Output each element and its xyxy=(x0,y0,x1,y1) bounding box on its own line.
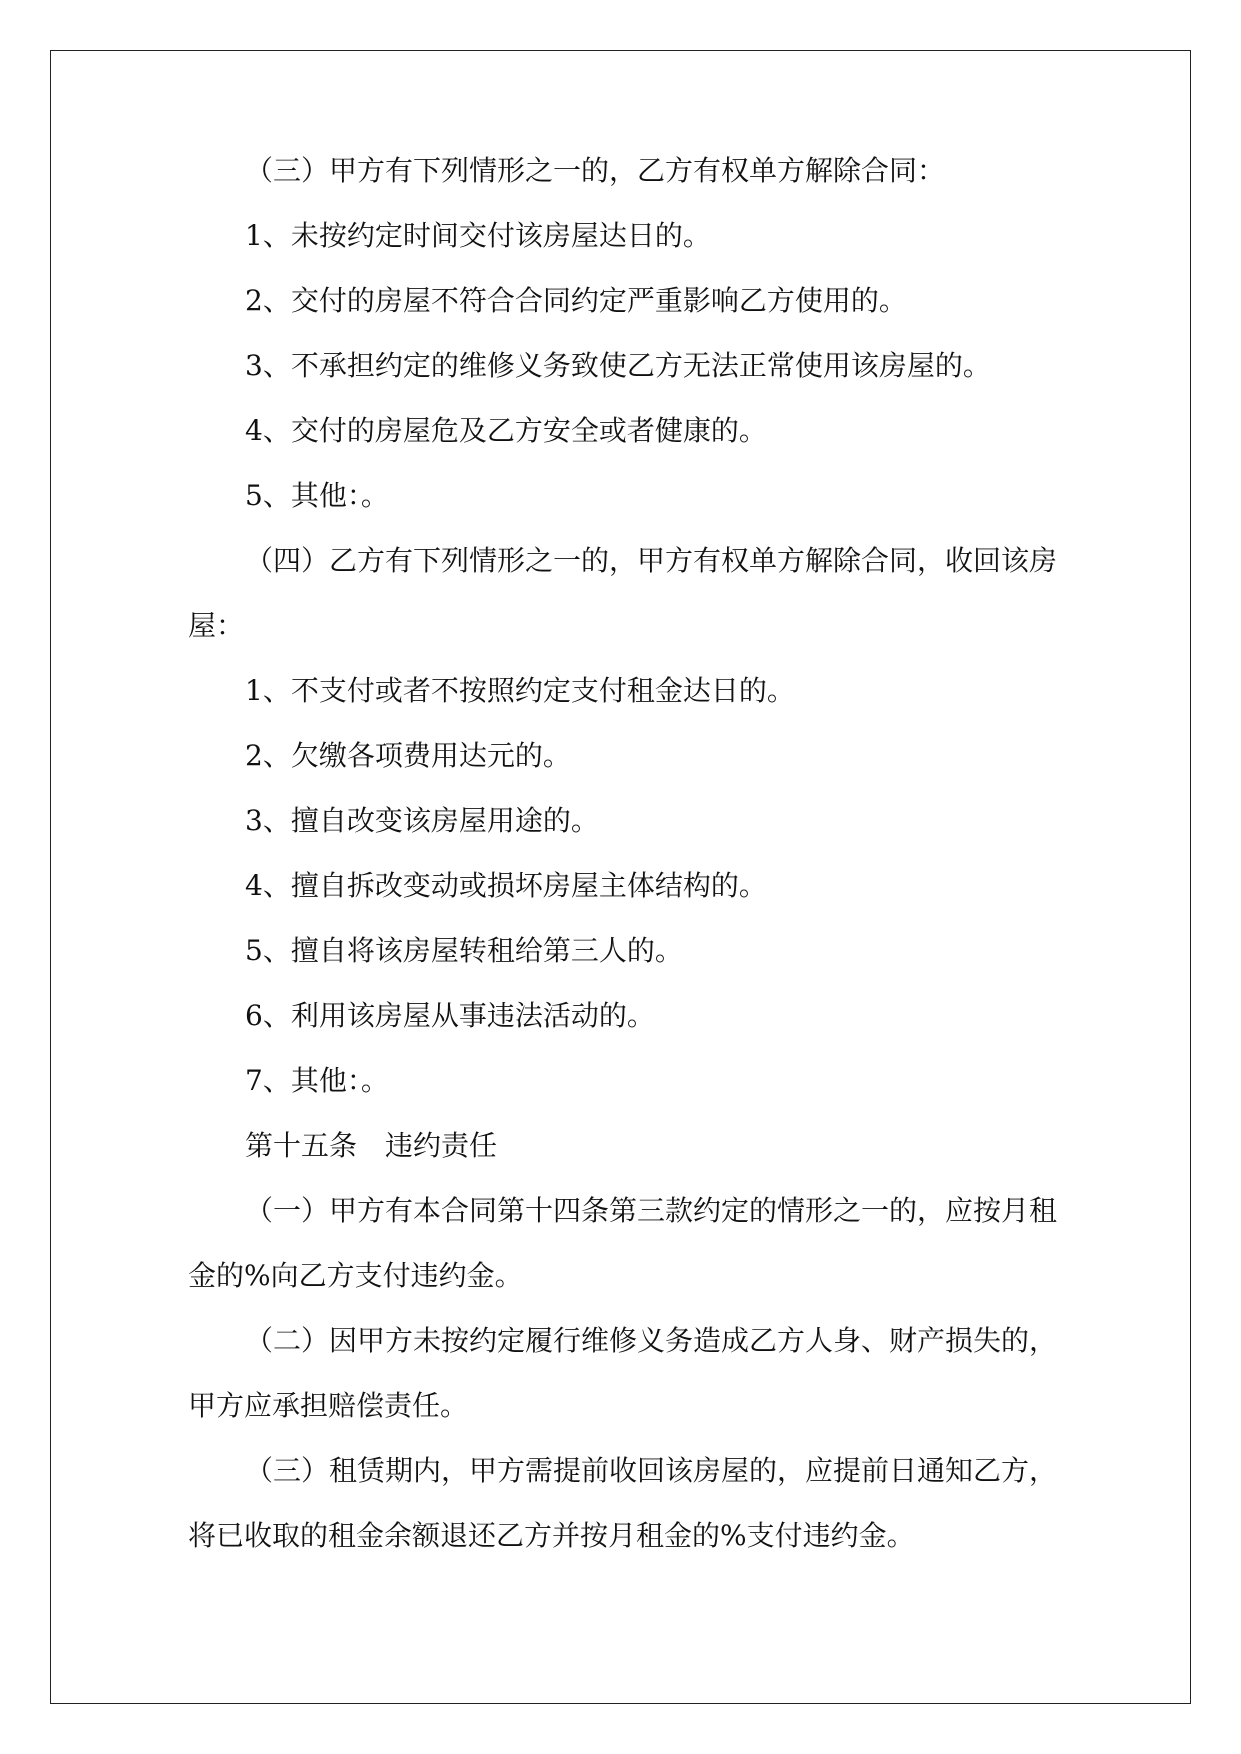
clause-item: 5、擅自将该房屋转租给第三人的。 xyxy=(245,934,683,967)
clause-item: 3、不承担约定的维修义务致使乙方无法正常使用该房屋的。 xyxy=(245,349,991,382)
article-heading: 第十五条 违约责任 xyxy=(245,1129,498,1162)
clause-item: 4、交付的房屋危及乙方安全或者健康的。 xyxy=(245,414,767,447)
clause-item: 2、交付的房屋不符合合同约定严重影响乙方使用的。 xyxy=(245,284,907,317)
clause-item: 3、擅自改变该房屋用途的。 xyxy=(245,804,599,837)
clause-paragraph: （三）甲方有下列情形之一的，乙方有权单方解除合同： xyxy=(245,154,946,187)
clause-paragraph-continuation: 甲方应承担赔偿责任。 xyxy=(188,1389,469,1422)
clause-paragraph: （四）乙方有下列情形之一的，甲方有权单方解除合同，收回该房 xyxy=(245,544,1058,577)
clause-item: 2、欠缴各项费用达元的。 xyxy=(245,739,571,772)
clause-item: 6、利用该房屋从事违法活动的。 xyxy=(245,999,655,1032)
clause-item: 1、不支付或者不按照约定支付租金达日的。 xyxy=(245,674,795,707)
clause-item: 7、其他：。 xyxy=(245,1064,389,1097)
clause-item: 5、其他：。 xyxy=(245,479,389,512)
clause-paragraph: （一）甲方有本合同第十四条第三款约定的情形之一的，应按月租 xyxy=(245,1194,1058,1227)
clause-paragraph-continuation: 将已收取的租金余额退还乙方并按月租金的%支付违约金。 xyxy=(188,1519,915,1552)
document-body xyxy=(188,155,1068,1585)
clause-paragraph: （二）因甲方未按约定履行维修义务造成乙方人身、财产损失的， xyxy=(245,1324,1058,1357)
clause-paragraph-continuation: 金的%向乙方支付违约金。 xyxy=(188,1259,523,1292)
clause-paragraph: （三）租赁期内，甲方需提前收回该房屋的，应提前日通知乙方， xyxy=(245,1454,1058,1487)
clause-item: 4、擅自拆改变动或损坏房屋主体结构的。 xyxy=(245,869,767,902)
clause-paragraph-continuation: 屋： xyxy=(188,609,245,642)
clause-item: 1、未按约定时间交付该房屋达日的。 xyxy=(245,219,711,252)
